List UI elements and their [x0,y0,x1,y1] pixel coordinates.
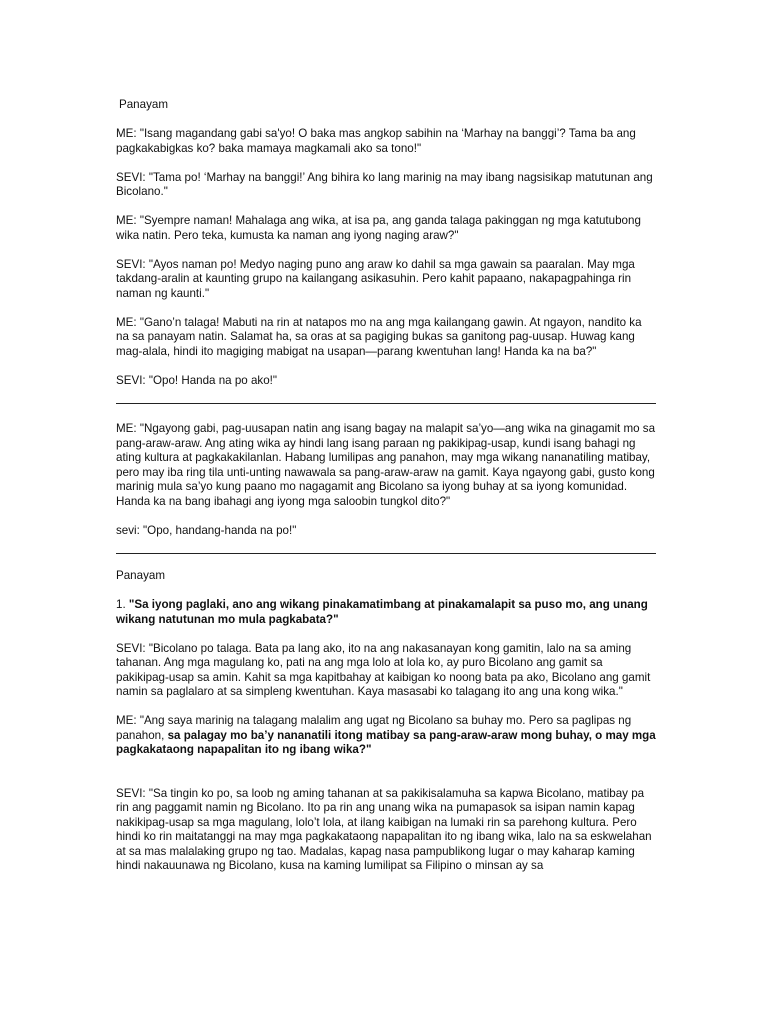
question-number: 1. [116,598,129,611]
dialogue-line: SEVI: "Tama po! ‘Marhay na banggi!’ Ang bihira ko lang marinig na may ibang nagsisikap matutunan ang Bicolano." [116,170,653,198]
section-heading: Panayam [119,98,168,111]
dialogue-line: SEVI: "Ayos naman po! Medyo naging puno ang araw ko dahil sa mga gawain sa paaralan. May mga takdang-aralin at kaunting grupo na kailangang asikasuhin. Pero kahit papaano, nakapagpahinga rin naman ng kaunti." [116,257,635,300]
question-lead: ME: "Ang saya marinig na talagang malalim ang ugat ng Bicolano sa buhay mo. Pero sa paglipas ng panahon, [116,714,632,742]
document-page [116,98,656,888]
section-heading: Panayam [116,569,165,582]
answer-1: SEVI: "Bicolano po talaga. Bata pa lang ako, ito na ang nakasanayan kong gamitin, lalo na sa aming tahanan. Ang mga magulang ko, pati na ang mga lolo at lola ko, ay puro Bicolano ang gamit sa pakikipag-usap sa amin. Kahit sa mga kapitbahay at kaibigan ko noong bata pa ako, Bicolano ang gamit namin sa paglalaro at sa simpleng kwentuhan. Kaya masasabi ko talagang ito ang una kong wika." [116,641,651,698]
horizontal-divider [116,553,656,554]
dialogue-line: ME: "Syempre naman! Mahalaga ang wika, at isa pa, ang ganda talaga pakinggan ng mga katutubong wika natin. Pero teka, kumusta ka naman ang iyong naging araw?" [116,214,641,242]
dialogue-line: SEVI: "Opo! Handa na po ako!" [116,373,277,387]
answer-2: SEVI: "Sa tingin ko po, sa loob ng aming tahanan at sa pakikisalamuha sa kapwa Bicolano, matibay pa rin ang paggamit namin ng Bicolano. Ito pa rin ang unang wika na pumapasok sa isipan namin kapag nakikipag-usap sa mga magulang, lolo’t lola, at ilang kaibigan na lumaki rin sa parehong kultura. Pero hindi ko rin maitatanggi na may mga pagkakataong napapalitan ito ng ibang wika, lalo na sa eskwelahan at sa mas malalaking grupo ng tao. Madalas, kapag nasa pampublikong lugar o may kaharap kaming hindi nakauunawa ng Bicolano, kusa na kaming lumilipat sa Filipino o minsan ay sa [116,786,652,872]
dialogue-line: sevi: "Opo, handang-handa na po!" [116,523,297,537]
question-2 [116,714,656,758]
horizontal-divider [116,403,656,404]
question-1 [116,598,656,627]
question-text: "Sa iyong paglaki, ano ang wikang pinakamatimbang at pinakamalapit sa puso mo, ang unang wikang natutunan mo mula pagkabata?" [116,598,648,626]
question-text: sa palagay mo ba’y nananatili itong matibay sa pang-araw-araw mong buhay, o may mga pagkakataong napapalitan ito ng ibang wika?" [116,728,656,756]
dialogue-line: ME: "Ngayong gabi, pag-uusapan natin ang isang bagay na malapit sa’yo—ang wika na ginagamit mo sa pang-araw-araw. Ang ating wika ay hindi lang isang paraan ng pakikipag-usap, kundi isang bahagi ng ating kultura at pagkakakilanlan. Habang lumilipas ang panahon, may mga wikang nananatiling matibay, pero may iba ring tila unti-unting nawawala sa pang-araw-araw na gamit. Kaya ngayong gabi, gusto kong marinig mula sa’yo kung paano mo nagagamit ang Bicolano sa iyong buhay at sa iyong komunidad. Handa ka na bang ibahagi ang iyong mga saloobin tungkol dito?" [116,422,656,508]
dialogue-line: ME: "Gano’n talaga! Mabuti na rin at natapos mo na ang mga kailangang gawin. At ngayon, nandito ka na sa panayam natin. Salamat ha, sa oras at sa pagiging bukas sa ganitong pag-uusap. Huwag kang mag-alala, hindi ito magiging mabigat na usapan—parang kwentuhan lang! Handa ka na ba?" [116,315,642,358]
dialogue-line: ME: "Isang magandang gabi sa'yo! O baka mas angkop sabihin na ‘Marhay na banggi’? Tama ba ang pagkakabigkas ko? baka mamaya magkamali ako sa tono!" [116,127,636,155]
